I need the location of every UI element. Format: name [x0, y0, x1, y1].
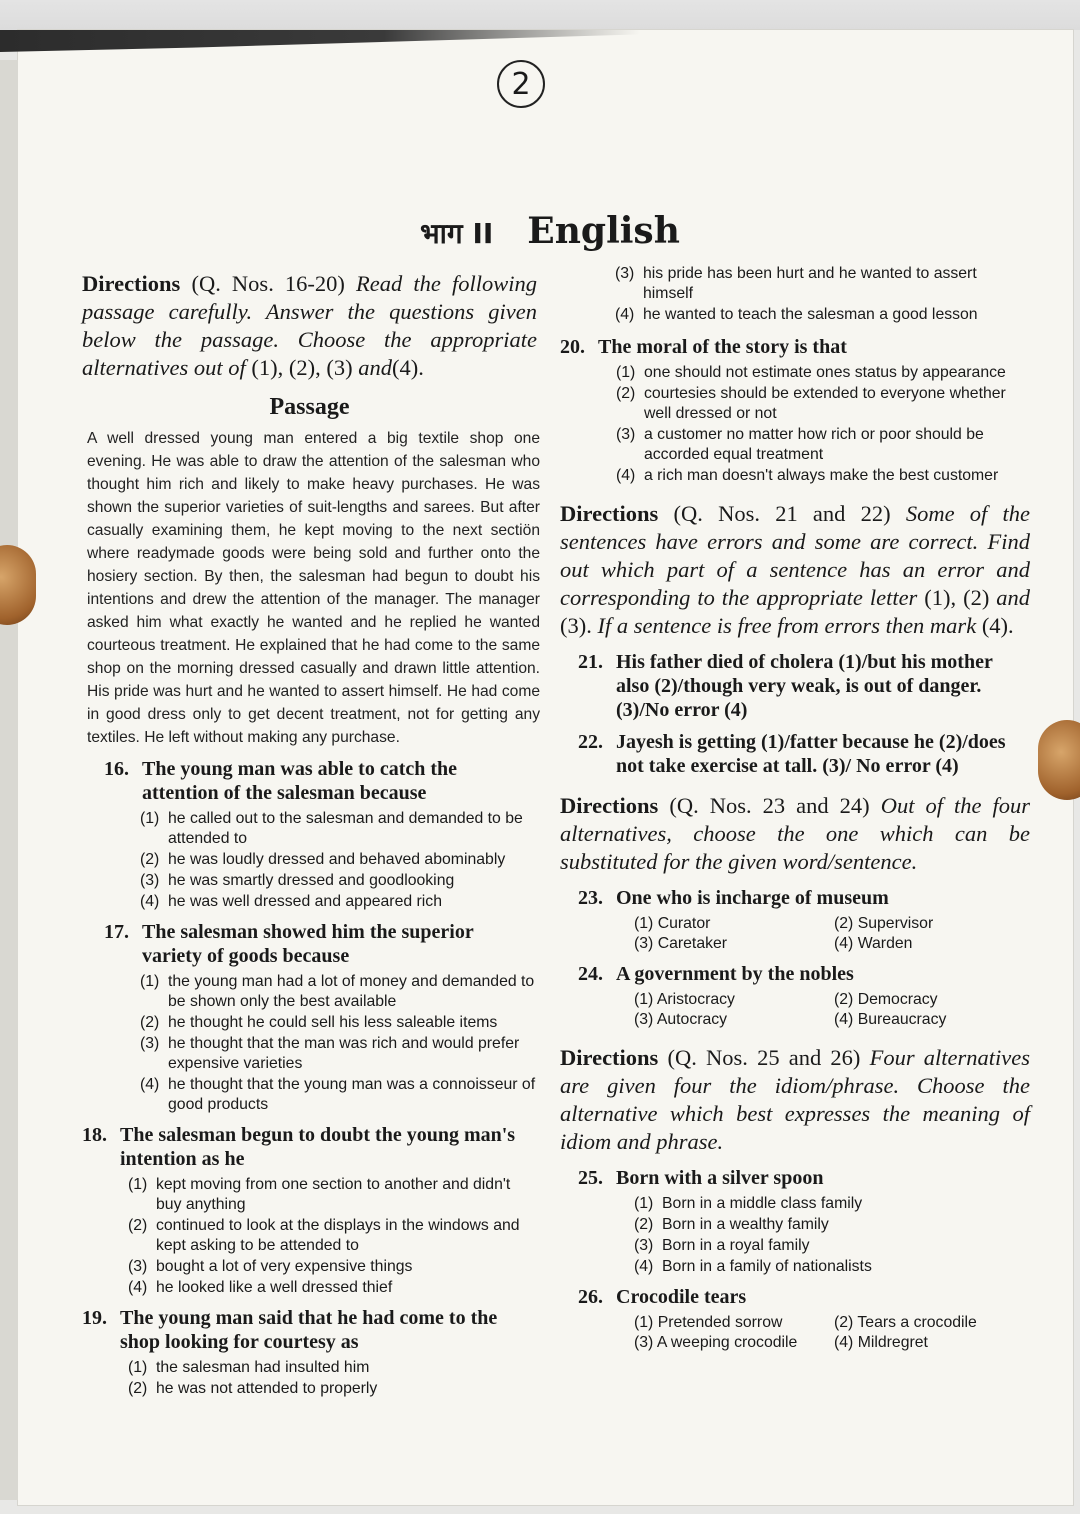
question-options — [128, 1358, 537, 1399]
question-stem — [82, 1123, 537, 1171]
option-text: Born in a family of nationalists — [662, 1258, 872, 1275]
option-number: (1) — [140, 810, 160, 827]
option: (4) Bureaucracy — [834, 1011, 947, 1028]
option: (4) Mildregret — [834, 1334, 928, 1351]
question-stem — [578, 730, 1030, 778]
option-text: one should not estimate ones status by appearance — [644, 364, 1006, 381]
question-22 — [578, 730, 1030, 778]
question-options — [634, 914, 1030, 954]
directions-qnos: (Q. Nos. 16-20) — [191, 271, 345, 296]
question-20 — [560, 335, 1030, 486]
directions-tail2: (3). — [560, 613, 592, 638]
option-number: (3) — [615, 265, 635, 282]
option-text: the salesman had insulted him — [156, 1359, 370, 1376]
question-options — [128, 1175, 537, 1298]
directions-qnos: (Q. Nos. 23 and 24) — [669, 793, 870, 818]
option — [634, 1236, 1030, 1256]
option: (3) A weeping crocodile — [634, 1334, 798, 1351]
option — [140, 1034, 537, 1074]
directions-text: Four alternatives are given four the idiom/phrase. Choose the alternative which best expresses the meaning of idiom and phrase. — [560, 1045, 1030, 1154]
thumb-right — [1038, 720, 1080, 800]
option-text: he thought he could sell his less saleable items — [168, 1014, 498, 1031]
directions-label: Directions — [82, 271, 181, 296]
left-column — [82, 270, 540, 1407]
option-number: (2) — [128, 1217, 148, 1234]
question-text: The young man was able to catch the attention of the salesman because — [142, 758, 458, 804]
option-number: (3) — [140, 872, 160, 889]
option: (3) Autocracy — [634, 1011, 728, 1028]
question-options — [634, 990, 1030, 1030]
directions-text: Read the following passage carefully. Answer the questions given below the passage. Choose the appropriate alternatives out of — [82, 271, 538, 380]
option — [140, 1013, 537, 1033]
option-number: (1) — [634, 1195, 654, 1212]
question-number: 23. — [578, 887, 603, 909]
option — [616, 384, 1030, 424]
question-list-left — [82, 757, 537, 1399]
option — [615, 264, 1030, 304]
question-text: One who is incharge of museum — [616, 887, 889, 909]
option-number: (2) — [616, 385, 636, 402]
directions-tail3: (4). — [981, 613, 1014, 638]
directions-tail: (1), (2), (3) — [251, 355, 353, 380]
passage-heading: Passage — [269, 394, 350, 420]
question-number: 17. — [104, 921, 129, 943]
section-title: English — [527, 210, 680, 252]
question-number: 21. — [578, 651, 603, 673]
option-text: he wanted to teach the salesman a good lesson — [643, 306, 978, 323]
directions-text: Out of the four alternatives, choose the one which can be substituted for the given word/sentence. — [560, 793, 1031, 874]
option — [128, 1175, 537, 1215]
option-text: bought a lot of very expensive things — [156, 1258, 413, 1275]
option — [634, 1215, 1030, 1235]
option — [140, 809, 537, 849]
option — [140, 892, 537, 912]
directions-text2: If a sentence is free from errors then mark — [597, 613, 977, 638]
option: (2) Tears a crocodile — [834, 1314, 977, 1331]
option-text: he was well dressed and appeared rich — [168, 893, 442, 910]
option-text: his pride has been hurt and he wanted to assert himself — [643, 265, 977, 302]
option-number: (2) — [128, 1380, 148, 1397]
question-options — [634, 1313, 1030, 1353]
directions-qnos: (Q. Nos. 25 and 26) — [667, 1045, 861, 1070]
question-options — [140, 809, 537, 912]
question-options — [616, 363, 1030, 486]
option — [140, 972, 537, 1012]
option: (3) Caretaker — [634, 935, 728, 952]
directions-and: and — [358, 355, 392, 380]
question-26 — [578, 1285, 1030, 1353]
q19-options-continued — [615, 264, 1030, 325]
directions-qnos: (Q. Nos. 21 and 22) — [673, 501, 891, 526]
option — [140, 871, 537, 891]
question-text: The young man said that he had come to the shop looking for courtesy as — [120, 1307, 498, 1353]
directions-label: Directions — [560, 1045, 659, 1070]
page-number: 2 — [497, 60, 545, 108]
option — [616, 425, 1030, 465]
question-options — [140, 972, 537, 1115]
option — [634, 1257, 1030, 1277]
option-number: (1) — [616, 364, 636, 381]
option-text: continued to look at the displays in the windows and kept asking to be attended to — [156, 1217, 520, 1254]
directions-25-26 — [560, 1044, 1030, 1156]
question-text: The moral of the story is that — [598, 336, 847, 358]
question-text: His father died of cholera (1)/but his mother also (2)/though very weak, is out of danger. (3)/No error (4) — [616, 651, 993, 721]
directions-text: Some of the sentences have errors and some are correct. Find out which part of a sentence has an error and corresponding to the appropriate letter — [560, 501, 1030, 610]
option-text: kept moving from one section to another and didn't buy anything — [156, 1176, 511, 1213]
question-number: 22. — [578, 731, 603, 753]
option: (2) Supervisor — [834, 915, 934, 932]
option-number: (4) — [140, 893, 160, 910]
option: (1) Pretended sorrow — [634, 1314, 783, 1331]
option-text: Born in a middle class family — [662, 1195, 863, 1212]
photo-background — [0, 0, 1080, 30]
question-stem — [578, 1166, 1030, 1190]
option-number: (4) — [634, 1258, 654, 1275]
option — [615, 305, 1030, 325]
option-text: he looked like a well dressed thief — [156, 1279, 393, 1296]
question-number: 19. — [82, 1307, 107, 1329]
directions-tail: (1), (2) — [924, 585, 990, 610]
section-label-hindi: भाग II — [420, 217, 494, 250]
option-number: (1) — [128, 1176, 148, 1193]
option-number: (2) — [140, 1014, 160, 1031]
question-18 — [82, 1123, 537, 1298]
option-text: a rich man doesn't always make the best customer — [644, 467, 999, 484]
option-text: Born in a wealthy family — [662, 1216, 829, 1233]
option — [128, 1358, 537, 1378]
option-number: (4) — [615, 306, 635, 323]
option-text: he was not attended to properly — [156, 1380, 378, 1397]
directions-and: and — [996, 585, 1031, 610]
option — [634, 1194, 1030, 1214]
option-text: he thought that the young man was a connoisseur of good products — [168, 1076, 536, 1113]
option-text: he called out to the salesman and demanded to be attended to — [168, 810, 523, 847]
question-17 — [104, 920, 537, 1115]
option: (4) Warden — [834, 935, 913, 952]
question-stem — [578, 650, 1030, 722]
right-column — [560, 265, 1031, 1361]
option: (2) Democracy — [834, 991, 938, 1008]
directions-tail2: (4). — [391, 355, 424, 380]
option-text: he was smartly dressed and goodlooking — [168, 872, 455, 889]
question-number: 18. — [82, 1124, 107, 1146]
option — [128, 1257, 537, 1277]
question-stem — [560, 335, 1030, 359]
question-options — [634, 1194, 1030, 1277]
question-text: A government by the nobles — [616, 963, 854, 985]
option-number: (4) — [140, 1076, 160, 1093]
option-number: (3) — [128, 1258, 148, 1275]
option: (1) Curator — [634, 915, 711, 932]
option — [616, 466, 1030, 486]
directions-16-20 — [82, 270, 537, 382]
option-number: (3) — [140, 1035, 160, 1052]
option — [616, 363, 1030, 383]
question-16 — [104, 757, 537, 912]
option-number: (2) — [140, 851, 160, 868]
section-header — [420, 210, 720, 260]
page-left-edge — [0, 60, 18, 1500]
question-text: Born with a silver spoon — [616, 1167, 824, 1189]
question-stem — [104, 757, 537, 805]
question-text: Crocodile tears — [616, 1286, 747, 1308]
question-21 — [578, 650, 1030, 722]
option-text: Born in a royal family — [662, 1237, 810, 1254]
question-stem — [578, 1285, 1030, 1309]
question-24 — [578, 962, 1030, 1030]
question-stem — [82, 1306, 537, 1354]
option — [128, 1379, 537, 1399]
option-text: a customer no matter how rich or poor should be accorded equal treatment — [644, 426, 984, 463]
question-stem — [104, 920, 537, 968]
question-number: 24. — [578, 963, 603, 985]
question-number: 25. — [578, 1167, 603, 1189]
question-number: 26. — [578, 1286, 603, 1308]
option-number: (1) — [128, 1359, 148, 1376]
question-text: The salesman showed him the superior variety of goods because — [142, 921, 474, 967]
directions-label: Directions — [560, 793, 659, 818]
option-text: the young man had a lot of money and demanded to be shown only the best available — [168, 973, 535, 1010]
option-number: (4) — [128, 1279, 148, 1296]
question-23 — [578, 886, 1030, 954]
question-text: Jayesh is getting (1)/fatter because he (2)/does not take exercise at tall. (3)/ No error (4) — [616, 731, 1006, 777]
directions-21-22 — [560, 500, 1030, 640]
option-number: (2) — [634, 1216, 654, 1233]
passage-text: A well dressed young man entered a big textile shop one evening. He was able to draw the attention of the salesman who thought him rich and likely to make heavy purchases. He was shown the superior varieties of suit-lengths and sarees. But after casually examining them, he kept moving to the next sectiön where readymade goods were being sold and further onto the hosiery section. By then, the salesman had begun to doubt his intentions and drew the attention of the manager. The manager asked him what exactly he wanted and he replied he wanted courteous treatment. He explained that he had come to the same shop on the morning dressed casually and drawn little attention. His pride was hurt and he wanted to assert himself. He had come in good dress only to get decent treatment, not for getting any textiles. He left without making any purchase. — [87, 430, 540, 746]
option: (1) Aristocracy — [634, 991, 735, 1008]
option-text: courtesies should be extended to everyone whether well dressed or not — [644, 385, 1006, 422]
question-25 — [578, 1166, 1030, 1277]
directions-label: Directions — [560, 501, 659, 526]
option-number: (3) — [634, 1237, 654, 1254]
option — [128, 1216, 537, 1256]
option-number: (3) — [616, 426, 636, 443]
option — [140, 850, 537, 870]
option — [140, 1075, 537, 1115]
directions-23-24 — [560, 792, 1030, 876]
question-stem — [578, 886, 1030, 910]
option-text: he thought that the man was rich and would prefer expensive varieties — [168, 1035, 520, 1072]
option-number: (1) — [140, 973, 160, 990]
question-19 — [82, 1306, 537, 1399]
option-text: he was loudly dressed and behaved abominably — [168, 851, 506, 868]
question-number: 20. — [560, 336, 585, 358]
question-number: 16. — [104, 758, 129, 780]
question-text: The salesman begun to doubt the young man's intention as he — [120, 1124, 516, 1170]
option-number: (4) — [616, 467, 636, 484]
option — [128, 1278, 537, 1298]
question-stem — [578, 962, 1030, 986]
